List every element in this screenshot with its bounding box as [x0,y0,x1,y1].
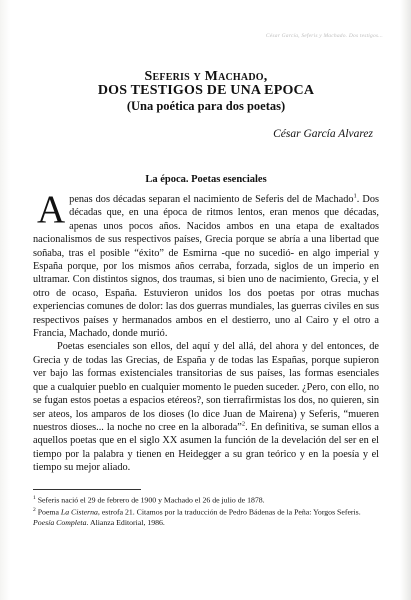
footnote-2-number: 2 [33,507,36,514]
footnote-2-text-b: , estrofa 21. Citamos por la traducción de Pedro Bádenas de la Peña: Yorgos Seferis. [97,507,361,517]
footnote-divider [33,489,141,490]
footnote-1 [33,493,379,506]
footnote-2-text-c: . Alianza Editorial, 1986. [86,517,165,527]
footnote-1-number: 1 [33,494,36,501]
paragraph-2-text-a: Poetas esenciales son ellos, del aquí y del allá, del ahora y del entonces, de Grecia y de todas las Grecias, de España y de todas las Españas, porque supieron ver bajo las formas existenciales transitorias de sus países, las formas esenciales que a cualquier pueblo en cualquier momento le pueden suceder. ¿Pero, con ello, no se fugan estos poetas a espacios etéreos?, son tierrafirmistas los dos, no quieren, sin ser ateos, los amparos de los dioses (lo dice Juan de Mairena) y Seferis, “mueren nuestros dioses... la noche no cree en la alborada” [33,341,379,433]
paragraph-2-text-b: . En definitiva, se suman ellos a aquellos poetas que en el siglo XX asumen la función de la develación del ser en el tiempo por la palabra y tienen en Heidegger a su gran teórico y en la poesía y el tiempo su mejor aliado. [33,421,379,474]
author-name: César García Alvarez [273,128,373,140]
footnote-2-text-a: Poema [37,507,61,517]
subtitle: (Una poética para dos poetas) [126,99,286,113]
paragraph-1-text-b: . Dos décadas que, en una época de ritmos lentos, eran menos que décadas, apenas unos pocos años. Nacidos ambos en una etapa de exaltados nacionalismos de sus respectivos países, Grecia porque se abría a una libertad que soñaba, tras el posible “éxito” de Esmirna -que no sucedió- en algo imperial y España porque, por los mismos años cerraba, forzada, siglos de un imperio en ultramar. Con distintos signos, dos traumas, si bien uno de nacimiento, Grecia, y el otro de ocaso, España. Estuvieron unidos los dos poetas por otras muchas experiencias comunes de dolor: las dos guerras mundiales, las guerras civiles en sus respectivos países y hermanados ambos en el destierro, uno al Cairo y el otro a Francia, Machado, donde murió. [33,194,379,340]
bleed-through-header: César García, Seferis y Machado. Dos testigos... [265,33,383,39]
footnote-1-text: Seferis nació el 29 de febrero de 1900 y Machado el 26 de julio de 1878. [37,495,265,505]
footnote-2-book-title: Poesía Completa [33,517,87,527]
footnote-ref-2[interactable]: 2 [241,420,246,428]
drop-cap: A [37,188,66,231]
section-heading: La época. Poetas esenciales [145,174,267,185]
paragraph-1-text-a: penas dos décadas separan el nacimiento de Seferis del de Machado [69,194,354,205]
title-line-2: DOS TESTIGOS DE UNA EPOCA [97,83,315,98]
paragraph-1 [33,188,379,340]
paragraph-2 [33,340,379,474]
footnote-ref-1[interactable]: 1 [353,192,357,200]
article [33,70,379,528]
title-line-1: Seferis y Machado, [144,69,268,84]
footnote-2-work-title: La Cisterna [60,507,98,517]
footnote-2 [33,505,379,528]
